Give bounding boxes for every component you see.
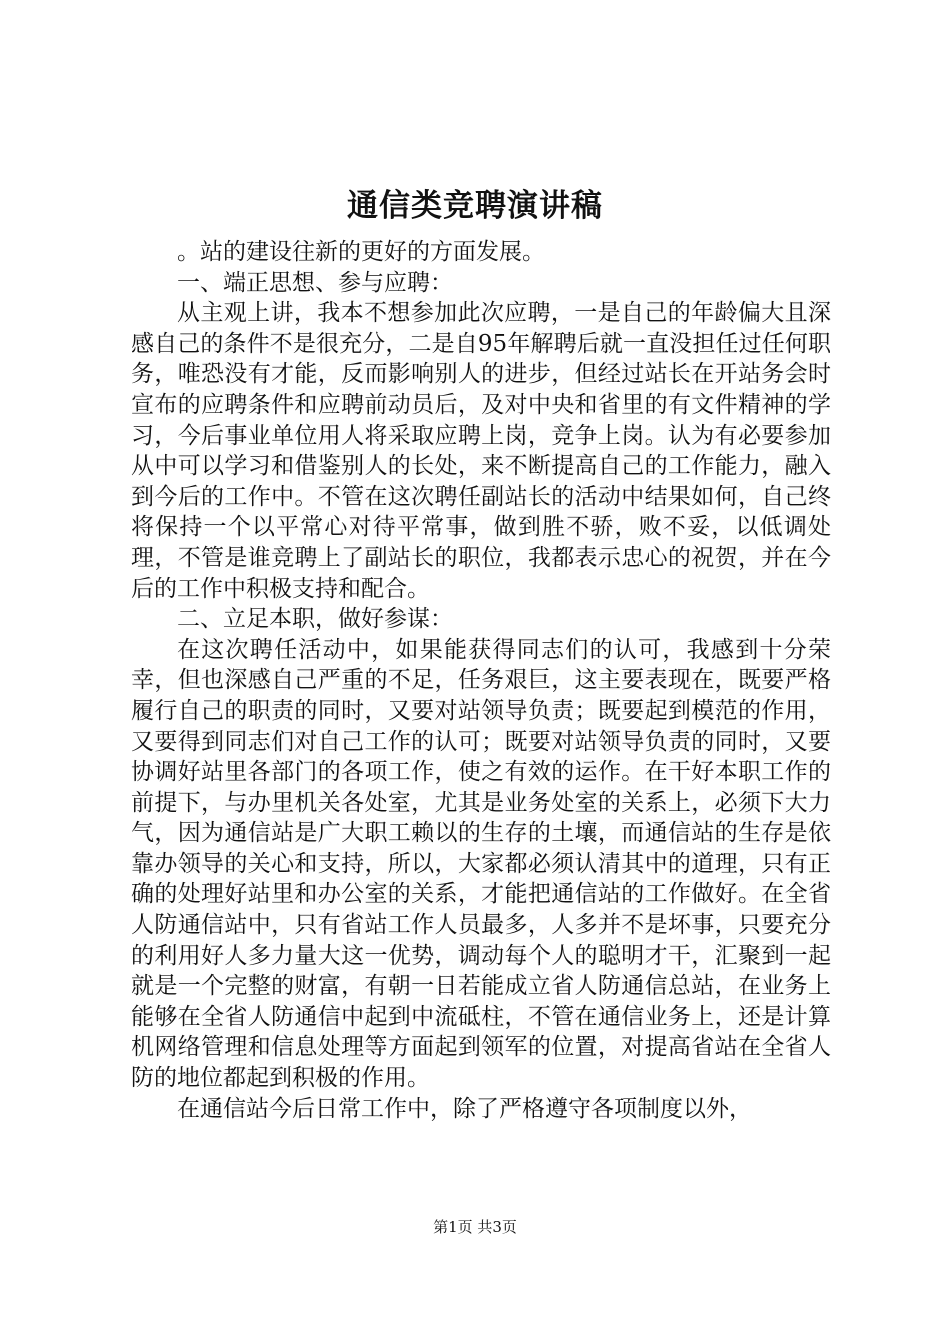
document-title: 通信类竞聘演讲稿 (347, 188, 603, 224)
page-footer: 第1页 共3页 (433, 1218, 517, 1236)
paragraph-section-2: 在这次聘任活动中，如果能获得同志们的认可，我感到十分荣幸，但也深感自己严重的不足，任务艰巨，这主要表现在，既要严格履行自己的职责的同时，又要对站领导负责；既要起到模范的作用，又要得到同志们对自己工作的认可；既要对站领导负责的同时，又要协调好站里各部门的各项工作，使之有效的运作。在干好本职工作的前提下，与办里机关各处室，尤其是业务处室的关系上，必须下大力气，因为通信站是广大职工赖以的生存的土壤，而通信站的生存是依靠办领导的关心和支持，所以，大家都必须认清其中的道理，只有正确的处理好站里和办公室的关系，才能把通信站的工作做好。在全省人防通信站中，只有省站工作人员最多，人多并不是坏事，只要充分的利用好人多力量大这一优势，调动每个人的聪明才干，汇聚到一起就是一个完整的财富，有朝一日若能成立省人防通信总站，在业务上能够在全省人防通信中起到中流砥柱，不管在通信业务上，还是计算机网络管理和信息处理等方面起到领军的位置，对提高省站在全省人防的地位都起到积极的作用。 (131, 636, 831, 1092)
section-heading-2: 二、立足本职，做好参谋： (177, 606, 453, 633)
document-body (131, 237, 831, 1124)
paragraph-daily-work: 在通信站今后日常工作中，除了严格遵守各项制度以外， (177, 1095, 752, 1122)
paragraph-section-1: 从主观上讲，我本不想参加此次应聘，一是自己的年龄偏大且深感自己的条件不是很充分，二是自95年解聘后就一直没担任过任何职务，唯恐没有才能，反而影响别人的进步，但经过站长在开站务会时宣布的应聘条件和应聘前动员后，及对中央和省里的有文件精神的学习，今后事业单位用人将采取应聘上岗，竞争上岗。认为有必要参加从中可以学习和借鉴别人的长处，来不断提高自己的工作能力，融入到今后的工作中。不管在这次聘任副站长的活动中结果如何，自己终将保持一个以平常心对待平常事，做到胜不骄，败不妥，以低调处理，不管是谁竞聘上了副站长的职位，我都表示忠心的祝贺，并在今后的工作中积极支持和配合。 (131, 300, 831, 602)
paragraph-continuation: 。站的建设往新的更好的方面发展。 (177, 239, 545, 265)
section-heading-1: 一、端正思想、参与应聘： (177, 269, 453, 296)
